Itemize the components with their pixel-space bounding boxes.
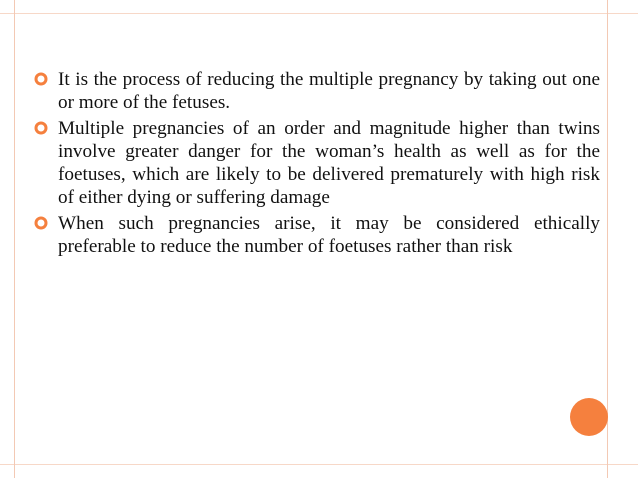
ring-bullet-icon — [34, 72, 48, 86]
bullet-item — [34, 212, 600, 258]
frame-top-line — [0, 13, 638, 14]
bullet-item — [34, 68, 600, 114]
ring-bullet-icon — [34, 121, 48, 135]
bullet-text: When such pregnancies arise, it may be considered ethically preferable to reduce the number of foetuses rather than risk — [58, 213, 600, 257]
frame-right-line — [607, 0, 608, 478]
frame-left-line — [14, 0, 15, 478]
accent-circle — [570, 398, 608, 436]
ring-bullet-icon — [34, 216, 48, 230]
bullet-item — [34, 117, 600, 209]
frame-bottom-line — [0, 464, 638, 465]
bullet-text: It is the process of reducing the multiple pregnancy by taking out one or more of the fetuses. — [58, 69, 600, 113]
bullet-text: Multiple pregnancies of an order and magnitude higher than twins involve greater danger for the woman’s health as well as for the foetuses, which are likely to be delivered prematurely with high risk of either dying or suffering damage — [58, 118, 600, 208]
bullet-list — [34, 68, 600, 261]
